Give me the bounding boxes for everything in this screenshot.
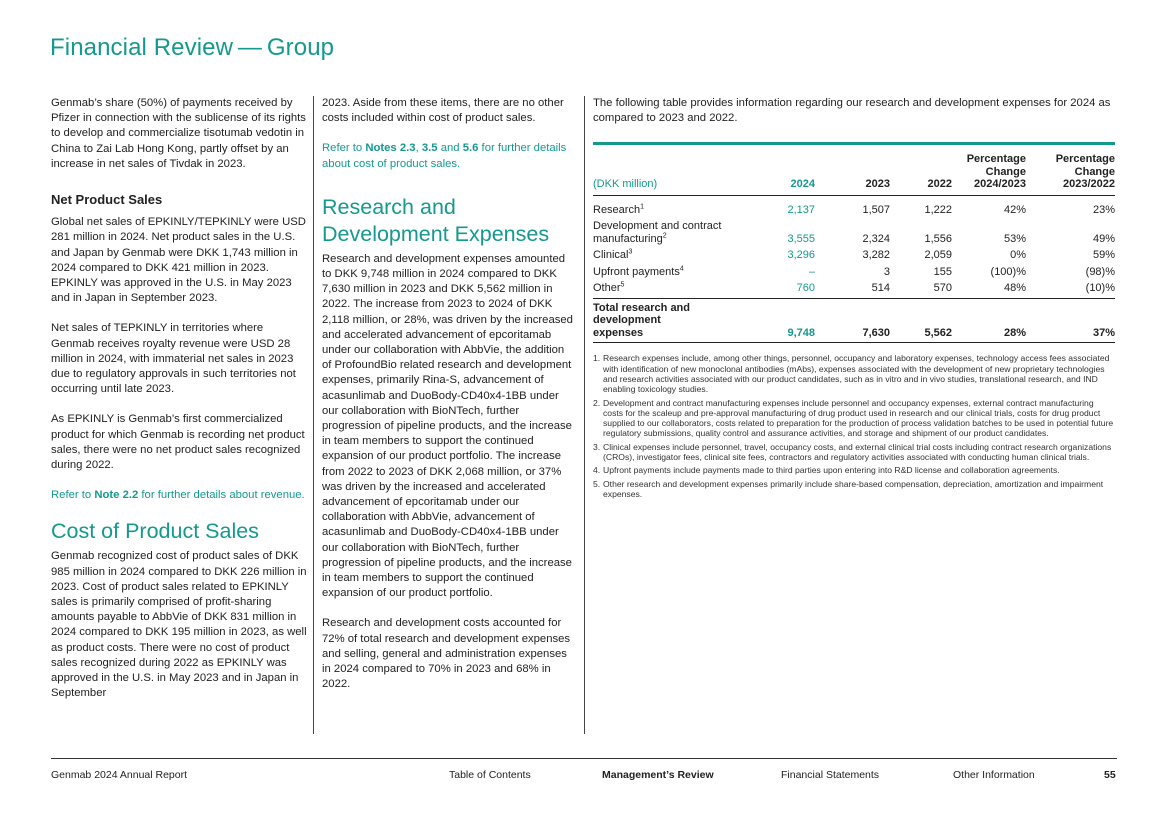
paragraph: Research and development expenses amounted to DKK 9,748 million in 2024 compared to DKK 7,630 million in 2023 and DKK 5,562 million in 2022. The increase from 2023 to 2024 of DKK 2,118 million, or 28%, was driven by the increased and accelerated advancement of epcoritamab under our collaboration with AbbVie, the addition of ProfoundBio related research and development expenses, primarily Rina-S, advancement of acasunlimab and DuoBody-CD40x4-1BB under our collaboration with BioNTech, further progression of pipeline products, and the increase in team members to support the continued expansion of our product portfolio. The increase from 2022 to 2023 of DKK 2,068 million, or 37% was driven by the increased and accelerated advancement of epcoritamab under our collaboration with AbbVie, advancement of acasunlimab and DuoBody-CD40x4-1BB under our collaboration with BioNTech, further progression of pipeline products, and the increase in team members to support the continued expansion of our product portfolio.	[322, 252, 573, 600]
column-divider	[313, 96, 314, 734]
table-cell: 3,296	[787, 249, 815, 262]
table-cell: –	[808, 265, 815, 278]
table-row	[593, 218, 1115, 247]
ref-text: for further details about cost of product sales.	[322, 142, 567, 170]
page-number: 55	[1104, 769, 1116, 781]
table-intro: The following table provides information regarding our research and development expenses for 2024 as compared to 2023 and 2022.	[593, 97, 1111, 125]
ref-text: ,	[415, 142, 422, 155]
row-label: Other$^5$	[593, 280, 763, 298]
table-cell: 760	[763, 280, 815, 298]
table-cell: (10)%	[1026, 280, 1115, 298]
table-row	[593, 280, 1115, 298]
table-row	[593, 195, 1115, 218]
table-cell: 1,222	[924, 203, 952, 216]
table-row	[593, 264, 1115, 281]
pct-header-2023: Percentage Change 2023/2022	[1055, 153, 1115, 191]
table-cell: 59%	[1092, 249, 1115, 262]
table-cell: 9,748	[763, 298, 815, 343]
footer-link-table-of-contents[interactable]: Table of Contents	[449, 769, 531, 781]
footnote: 3. Clinical expenses include personnel, travel, occupancy costs, and external clinical trial costs including contract research organizations (CROs), investigator fees, clinical site fees, contractors and regulatory activities associated with conducting human clinical trials.	[593, 441, 1112, 463]
footer-link-managements-review[interactable]: Management’s Review	[602, 769, 714, 781]
table-header: 2023	[865, 178, 890, 191]
section-heading-research-and-development: Research and Development Expenses	[322, 194, 550, 246]
footer-link-financial-statements[interactable]: Financial Statements	[781, 769, 880, 781]
table-cell: (98)%	[1085, 265, 1115, 278]
column-left	[51, 96, 307, 717]
table-cell: 7,630	[815, 298, 890, 343]
ref-text: and	[437, 142, 463, 155]
footnote: 2. Development and contract manufacturing expenses include personnel and occupancy expenses, external contract manufacturing costs for the scaleup and pre-approval manufacturing of drug product used in research and our clinical trials, costs for drug product supplied to our collaborators, costs related to preparation for the production of process validation batches to be used in potential future regulatory submissions, quality control and assurance activities, and storage and shipment of our product candidates.	[593, 397, 1114, 439]
note-link[interactable]: Notes 2.3	[365, 142, 416, 155]
note-link[interactable]: Note 2.2	[94, 489, 139, 502]
pct-header-2024: Percentage Change 2024/2023	[966, 153, 1026, 191]
table-cell: 5,562	[890, 298, 952, 343]
row-label: Total research and development expenses	[593, 298, 763, 343]
table-header: 2022	[927, 178, 952, 191]
ref-text: Refer to	[322, 142, 366, 155]
table-cell: 3,555	[787, 232, 815, 245]
note-link[interactable]: 5.6	[462, 142, 479, 155]
table-header	[952, 144, 1026, 196]
table-cell: 2,137	[787, 203, 815, 216]
paragraph: As EPKINLY is Genmab’s first commercialized product for which Genmab is recording net product sales, there were no net product sales recognized during 2022.	[51, 413, 305, 472]
table-cell: 0%	[1010, 249, 1026, 262]
table-cell: 37%	[1026, 298, 1115, 343]
table-cell: 1,556	[924, 232, 952, 245]
footnote: 5. Other research and development expenses primarily include share-based compensation, depreciation, amortization and impairment expenses.	[593, 478, 1104, 499]
column-middle	[322, 96, 576, 708]
paragraph: Global net sales of EPKINLY/TEPKINLY were USD 281 million in 2024. Net product sales in the U.S. and Japan by Genmab were DKK 1,743 million in 2024 compared to DKK 421 million in 2023. EPKINLY was approved in the U.S. in May 2023 and in Japan in September 2023.	[51, 216, 306, 305]
ref-text: Refer to	[51, 489, 95, 502]
page-title: Financial Review — Group	[50, 34, 335, 61]
table-cell: 48%	[952, 280, 1026, 298]
section-heading-cost-of-product-sales: Cost of Product Sales	[51, 519, 259, 544]
paragraph: 2023. Aside from these items, there are no other costs included within cost of product sales.	[322, 97, 564, 125]
table-cell: 23%	[1092, 203, 1115, 216]
note-link[interactable]: 3.5	[421, 142, 438, 155]
reference-note	[322, 141, 576, 171]
row-label: Research$^1$	[593, 203, 644, 216]
table-cell: 1,507	[862, 203, 890, 216]
footnotes	[593, 353, 1115, 499]
table-cell: 3	[883, 265, 890, 278]
reference-note	[51, 488, 307, 503]
row-label: Upfront payments$^4$	[593, 265, 684, 278]
rd-expenses-table	[593, 142, 1115, 343]
table-header: 2024	[790, 178, 815, 191]
table-cell: 49%	[1092, 232, 1115, 245]
table-cell: 53%	[1003, 232, 1026, 245]
table-cell: 570	[890, 280, 952, 298]
table-cell: 42%	[1003, 203, 1026, 216]
paragraph: Genmab recognized cost of product sales of DKK 985 million in 2024 compared to DKK 226 million in 2023. Cost of product sales related to EPKINLY sales is primarily comprised of profit-sharing amounts payable to AbbVie of DKK 831 million in 2024 compared to DKK 195 million in 2023, as well as product costs. There were no cost of product sales recognized during 2022 as EPKINLY was approved in the U.S. in May 2023 and in Japan in September	[51, 550, 307, 700]
footer-report-name: Genmab 2024 Annual Report	[51, 769, 188, 781]
footer-divider	[51, 758, 1117, 759]
section-heading-net-product-sales: Net Product Sales	[51, 192, 163, 208]
table-cell: 155	[933, 265, 952, 278]
paragraph: Genmab’s share (50%) of payments received by Pfizer in connection with the sublicense of its rights to develop and commercialize tisotumab vedotin in China to Zai Lab Hong Kong, partly offset by an increase in net sales of Tivdak in 2023.	[51, 97, 306, 170]
column-divider	[584, 96, 585, 734]
column-right	[593, 96, 1115, 502]
row-label: Development and contract manufacturing$^2$	[593, 220, 722, 245]
paragraph: Research and development costs accounted for 72% of total research and development expenses and selling, general and administration expenses in 2024 compared to 70% in 2023 and 68% in 2022.	[322, 617, 571, 691]
table-cell: 514	[815, 280, 890, 298]
row-label: Clinical$^3$	[593, 248, 633, 262]
footer-link-other-information[interactable]: Other Information	[953, 769, 1035, 781]
table-row	[593, 247, 1115, 264]
footnote: 4. Upfront payments include payments made to third parties upon entering into R&D license and collaboration agreements.	[593, 465, 1060, 476]
table-cell: 3,282	[862, 249, 890, 262]
table-cell: 28%	[952, 298, 1026, 343]
table-total-row	[593, 298, 1115, 343]
paragraph: Net sales of TEPKINLY in territories where Genmab receives royalty revenue were USD 28 million in 2024, with immaterial net sales in 2023 due to regulatory approvals in such territories not occurring until late 2023.	[51, 322, 296, 396]
table-cell: 2,324	[862, 232, 890, 245]
table-cell: (100)%	[990, 265, 1026, 278]
ref-text: for further details about revenue.	[138, 489, 305, 502]
table-header	[1026, 144, 1115, 196]
table-header: (DKK million)	[593, 178, 658, 191]
footnote: 1. Research expenses include, among other things, personnel, occupancy and laboratory expenses, technology access fees associated with identification of new monoclonal antibodies (mAbs), expenses associated with the development of new proprietary technologies and research activities associated with our product candidates, such as in vitro and in vivo studies, translational research, and IND enabling toxicology studies.	[593, 353, 1110, 395]
table-cell: 2,059	[924, 249, 952, 262]
